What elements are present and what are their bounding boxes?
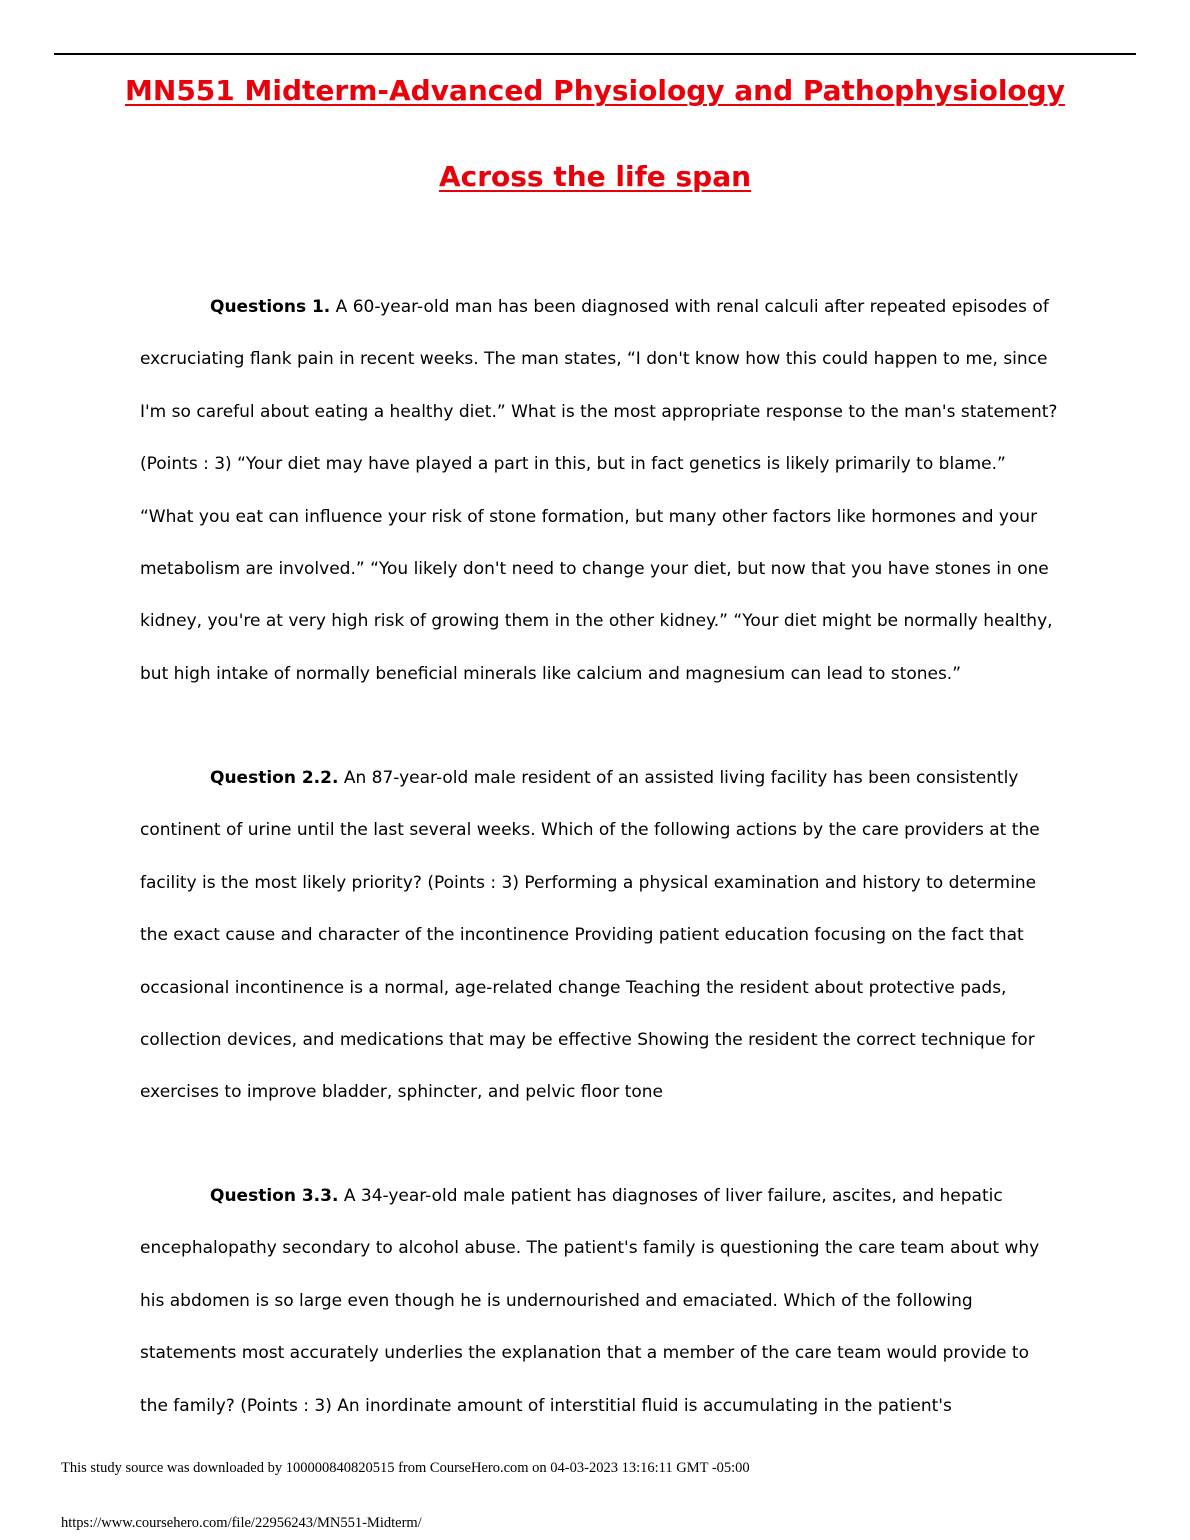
document-title: MN551 Midterm-Advanced Physiology and Pathophysiology bbox=[125, 74, 1065, 107]
question-1-label: Questions 1. bbox=[210, 297, 331, 317]
question-2-label: Question 2.2. bbox=[210, 768, 339, 788]
question-3 bbox=[140, 1170, 1060, 1432]
question-2 bbox=[140, 752, 1060, 1119]
document-subtitle: Across the life span bbox=[438, 160, 752, 193]
download-notice: This study source was downloaded by 100000840820515 from CourseHero.com on 04-03-2023 13:16:11 GMT -05:00 bbox=[61, 1460, 750, 1476]
header-rule bbox=[54, 53, 1136, 55]
question-1 bbox=[140, 281, 1060, 700]
question-2-text: An 87-year-old male resident of an assisted living facility has been consistently continent of urine until the last several weeks. Which of the following actions by the care providers at the facility is the most likely priority? (Points : 3) Performing a physical examination and history to determine the exact cause and character of the incontinence Providing patient education focusing on the fact that occasional incontinence is a normal, age-related change Teaching the resident about protective pads, collection devices, and medications that may be effective Showing the resident the correct technique for exercises to improve bladder, sphincter, and pelvic floor tone bbox=[140, 768, 1040, 1103]
source-url[interactable]: https://www.coursehero.com/file/22956243/MN551-Midterm/ bbox=[61, 1515, 422, 1531]
question-1-text: A 60-year-old man has been diagnosed with renal calculi after repeated episodes of excruciating flank pain in recent weeks. The man states, “I don't know how this could happen to me, since I'm so careful about eating a healthy diet.” What is the most appropriate response to the man's statement? (Points : 3) “Your diet may have played a part in this, but in fact genetics is likely primarily to blame.” “What you eat can influence your risk of stone formation, but many other factors like hormones and your metabolism are involved.” “You likely don't need to change your diet, but now that you have stones in one kidney, you're at very high risk of growing them in the other kidney.” “Your diet might be normally healthy, but high intake of normally beneficial minerals like calcium and magnesium can lead to stones.” bbox=[140, 297, 1058, 684]
question-3-text: A 34-year-old male patient has diagnoses of liver failure, ascites, and hepatic encephalopathy secondary to alcohol abuse. The patient's family is questioning the care team about why his abdomen is so large even though he is undernourished and emaciated. Which of the following statements most accurately underlies the explanation that a member of the care team would provide to the family? (Points : 3) An inordinate amount of interstitial fluid is accumulating in the patient's bbox=[140, 1186, 1040, 1416]
question-3-label: Question 3.3. bbox=[210, 1186, 339, 1206]
